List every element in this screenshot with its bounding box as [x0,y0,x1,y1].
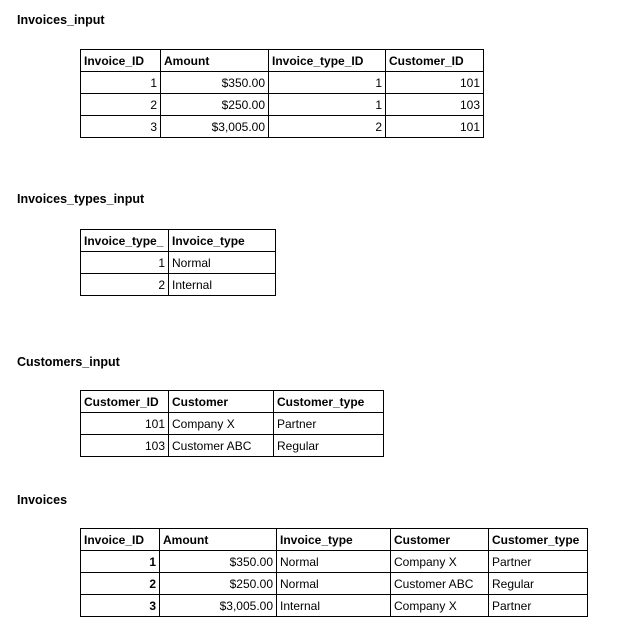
table-cell: 1 [81,551,160,573]
table-cell: 1 [81,252,169,274]
table-cell: Regular [489,573,588,595]
column-header: Customer [169,391,274,413]
table-row [81,413,384,435]
table-cell: 3 [81,595,160,617]
table-row [81,274,276,296]
table-row [81,595,588,617]
table-cell: 2 [269,116,386,138]
header-row [81,529,588,551]
invoices-input-table [80,49,484,138]
table-cell: $250.00 [161,94,269,116]
table-cell: 1 [269,94,386,116]
column-header: Invoice_type_ [81,230,169,252]
table-cell: Normal [169,252,276,274]
header-row [81,391,384,413]
table-row [81,573,588,595]
table-cell: $3,005.00 [161,116,269,138]
column-header: Invoice_ID [81,50,161,72]
invoices-types-input-table [80,229,276,296]
column-header: Customer [391,529,489,551]
invoices-result-table [80,528,588,617]
column-header: Invoice_type [169,230,276,252]
header-row [81,230,276,252]
table-cell: 2 [81,573,160,595]
table-cell: $3,005.00 [160,595,277,617]
table-row [81,435,384,457]
table-cell: 2 [81,94,161,116]
table-cell: $350.00 [160,551,277,573]
table-cell: Partner [274,413,384,435]
customers-input-table [80,390,384,457]
table-row [81,116,484,138]
table-row [81,551,588,573]
table-title-customers-input: Customers_input [17,355,120,369]
table-row [81,72,484,94]
table-cell: Customer ABC [169,435,274,457]
table-row [81,94,484,116]
table-cell: Regular [274,435,384,457]
header-row [81,50,484,72]
table-title-invoices: Invoices [17,493,68,507]
table-cell: Customer ABC [391,573,489,595]
table-cell: 103 [386,94,484,116]
table-cell: Partner [489,595,588,617]
table-cell: $250.00 [160,573,277,595]
table-cell: 101 [81,413,169,435]
table-cell: $350.00 [161,72,269,94]
table-cell: 2 [81,274,169,296]
table-cell: 101 [386,72,484,94]
table-cell: Internal [277,595,391,617]
table-cell: Partner [489,551,588,573]
table-cell: 1 [81,72,161,94]
column-header: Invoice_type [277,529,391,551]
table-cell: Internal [169,274,276,296]
table-cell: Company X [169,413,274,435]
table-cell: Company X [391,595,489,617]
column-header: Customer_ID [81,391,169,413]
column-header: Customer_ID [386,50,484,72]
column-header: Amount [160,529,277,551]
table-cell: 3 [81,116,161,138]
column-header: Customer_type [489,529,588,551]
table-cell: 103 [81,435,169,457]
table-cell: Normal [277,573,391,595]
table-row [81,252,276,274]
table-title-invoices-types-input: Invoices_types_input [17,192,145,206]
table-cell: Company X [391,551,489,573]
table-cell: 1 [269,72,386,94]
column-header: Invoice_ID [81,529,160,551]
table-cell: 101 [386,116,484,138]
table-cell: Normal [277,551,391,573]
column-header: Invoice_type_ID [269,50,386,72]
column-header: Customer_type [274,391,384,413]
column-header: Amount [161,50,269,72]
table-title-invoices-input: Invoices_input [17,13,105,27]
